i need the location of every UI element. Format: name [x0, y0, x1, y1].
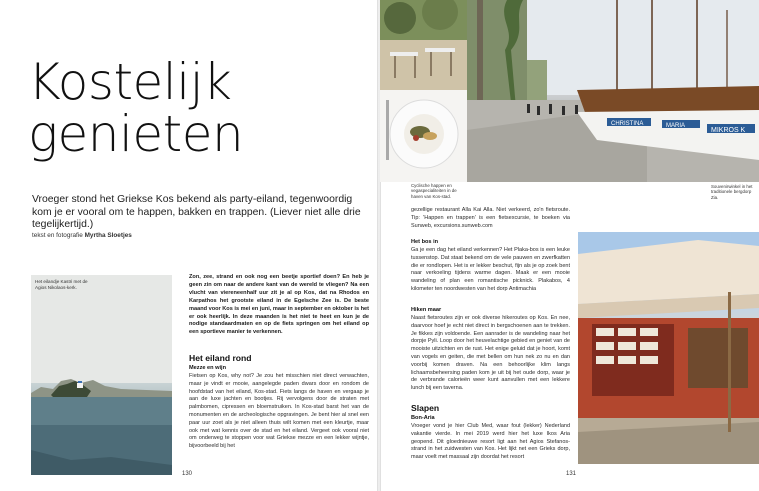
boat-name-mikros: MIKROS K — [711, 127, 746, 134]
body-text-left: Fietsen op Kos, why not? Je zou het misschien niet direct verwachten, maar je vindt er mooie, aangelegde paden dwars door en rondom de hoofdstad van het eiland, Kos-stad. Fiets langs de haven en vergaap je aan de luxe jachten en bootjes. Rij vervolgens door de straten met palmbomen, cipressen en bloemstruiken. In Kos-stad barst het van de monumenten en de archeologische opgravingen. Je bent hier al snel een paar uur zoet als je niet alleen thuis wilt komen met een kleurtje, maar ook met wat kennis over de stad en het eiland. Vergeet ook vooral niet om onderweg te stoppen voor wat Griekse mezze en een lekker wijntje, bijvoorbeeld bij het — [189, 373, 369, 450]
lead-paragraph: Zon, zee, strand en ook nog een beetje sportief doen? En heb je geen zin om naar de andere kant van de wereld te vliegen? Na een vlucht van viereneenhalf uur zit je al op Kos, dat na Rhodos en Karpathos het grootste eiland in de Egeïsche Zee is. De beste maand voor Kos is mei en juni, maar in september en oktober is het er ook heerlijk. In deze maanden is het niet te heet en kun je de nodige standaardmaten en op de fiets springen om het eiland op een sportieve manier te verkennen. — [189, 274, 369, 336]
boat-name-maria: MARIA — [666, 123, 686, 129]
photo-kos-harbour — [467, 0, 759, 182]
photo-restaurant-terrace — [380, 0, 467, 90]
photo-kastri-island — [31, 275, 172, 475]
shop-illustration — [578, 232, 759, 464]
article-title — [28, 53, 244, 163]
subheading-bon-aria: Bon-Aria — [411, 415, 435, 421]
body-text-hiken: Naast fietsroutes zijn er ook diverse hikeroutes op Kos. En nee, daarvoor hoef je echt niet direct in bergschoenen aan te trekken. Je fikkes zijn voldoende. Een aanrader is de wandeling naar het dorpje Pyli. Loop door het heuvelachtige gebied en geniet van de mooiste uitzichten en de rust. Het enige geluid dat je hoort, komt van vogels en geiten, die met bellen om hun nek zo nu en dan voorbij komen draven. Na een behoorlijke klim langs lichaamsbeheersing paden kom je uit bij het oude dorp, waar je de verbrande calorieën weer kunt aanvullen met een lekkere lunch bij een taverna. — [411, 315, 570, 392]
photo-caption-plate: Cyclische happen en vegaspecialiteiten in de haven van Kos-stad. — [411, 183, 457, 199]
boat-name-christina: CHRISTINA — [611, 121, 644, 127]
photo-caption-kastri: Het eilandje Kastri met de Agios Nikolaos-kerk. — [35, 279, 88, 290]
body-text-slapen: Vroeger vond je hier Club Med, waar fout (lekker) Nederland vakantie vierde. In mei 2019 werd hier het luxe Ikos Aria geopend. Dit gloednieuwe resort ligt aan het Agios Stefanos-strand in het zuidwesten van Kos. Het lijkt net een Grieks dorp, maar voelt met massaal zijn doordat het resort — [411, 423, 570, 461]
photo-mezze-plate — [380, 90, 467, 182]
title-line-1: Kostelijk — [28, 53, 232, 111]
terrace-illustration — [380, 0, 467, 90]
harbour-illustration — [467, 0, 759, 182]
heading-het-eiland-rond: Het eiland rond — [189, 353, 252, 363]
heading-slapen: Slapen — [411, 403, 440, 413]
photo-caption-shop: Souvenirwinkel in het traditionele bergdorp Zia. — [711, 184, 753, 200]
photo-souvenir-shop — [578, 232, 759, 464]
subheading-hiken-maar: Hiken maar — [411, 307, 442, 313]
title-line-2: genieten — [28, 105, 244, 163]
author-credit — [32, 232, 132, 239]
credit-name: Myrtha Sloetjes — [84, 232, 132, 239]
intro-paragraph: Vroeger stond het Griekse Kos bekend als party-eiland, tegenwoordig kom je er vooral om te happen, bakken en trappen. (Liever niet alle drie tegelijkertijd.) — [32, 194, 361, 231]
page-number-left: 130 — [182, 471, 193, 477]
credit-prefix: tekst en fotografie — [32, 232, 83, 239]
subheading-mezze: Mezze en wijn — [189, 365, 226, 371]
body-text-right-top: gezellige restaurant Alla Kai Alla. Niet verkeerd, zo'n fietsroute. Tip: 'Happen en trappen' is een fietsexcursie, te boeken via Sunweb, excursions.sunweb.com — [411, 207, 570, 229]
body-text-bos: Ga je een dag het eiland verkennen? Het Plaka-bos is een leuke tussenstop. Dat staat bekend om de vele pauwen en zwerfkatten die er rondlopen. Het is er lekker beschut, fijn als je op zoek bent naar verkoeling tijdens warme dagen. Maak er een mooie wandeling of plan een romantische picknick. Plakabos, 4 kilometer ten noordwesten van het dorp Antimachia — [411, 247, 570, 292]
subheading-het-bos-in: Het bos in — [411, 239, 439, 245]
plate-illustration — [380, 90, 467, 182]
page-number-right: 131 — [566, 471, 577, 477]
sea-illustration — [31, 275, 172, 475]
